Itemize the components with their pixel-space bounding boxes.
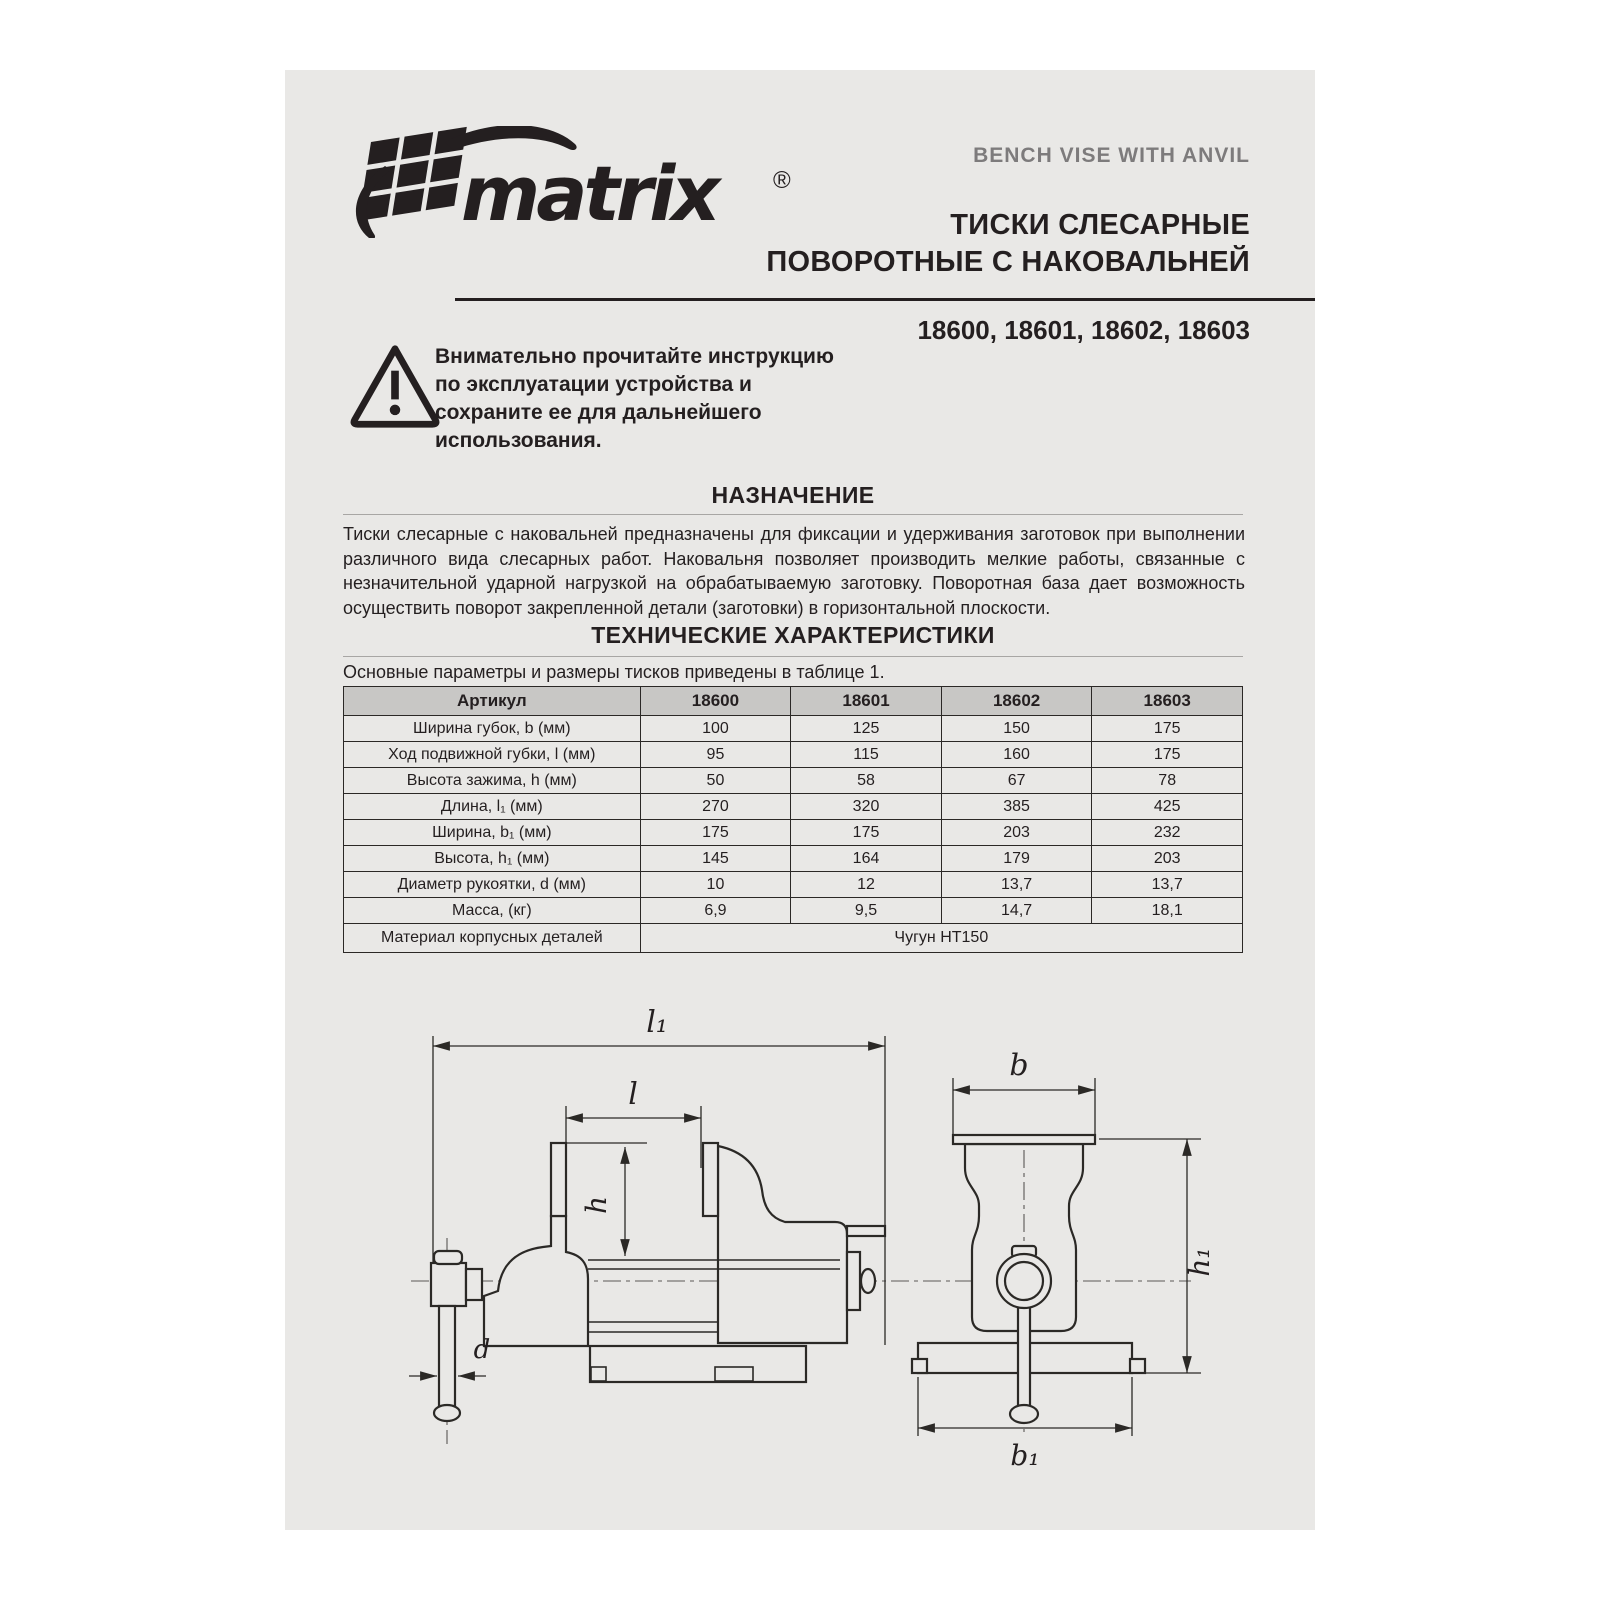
table-row [344,846,1243,872]
cell-value: 13,7 [1092,872,1243,898]
col-header-18603: 18603 [1092,687,1243,716]
cell-value: 50 [640,768,791,794]
cell-value: 203 [1092,846,1243,872]
warning-text: Внимательно прочитайте инструкцию по эксплуатации устройства и сохраните ее для дальнейшего использования. [435,345,834,452]
base-foot [912,1359,927,1373]
product-title-ru-line2: ПОВОРОТНЫЕ С НАКОВАЛЬНЕЙ [766,246,1250,278]
cell-value: 10 [640,872,791,898]
registered-trademark-icon: ® [773,167,791,194]
cell-value: 125 [791,716,942,742]
purpose-paragraph: Тиски слесарные с наковальней предназначены для фиксации и удерживания заготовок при выполнении различного вида слесарных работ. Наковальня позволяет производить мелкие работы, связанные с незначительной ударной нагрузкой на обрабатываемую заготовку. Поворотная база дает возможность осуществить поворот закрепленной детали (заготовки) в горизонтальной плоскости. [343,524,1245,618]
specs-table [343,686,1243,953]
dim-label-d: d [473,1335,491,1365]
front-view [912,1048,1216,1472]
cell-value: 175 [1092,742,1243,768]
anvil-tail-plate [847,1226,885,1236]
matrix-logo [333,126,807,238]
col-header-18601: 18601 [791,687,942,716]
handle-ball-end-front [1010,1405,1038,1423]
table-row [344,794,1243,820]
row-label: Ход подвижной губки, l (мм) [344,742,641,768]
cell-value: 78 [1092,768,1243,794]
dim-label-b: b [1009,1048,1029,1083]
row-label: Высота, h₁ (мм) [344,846,641,872]
screw-head [431,1263,466,1306]
section-heading-specs: ТЕХНИЧЕСКИЕ ХАРАКТЕРИСТИКИ [591,622,995,648]
cell-value: 320 [791,794,942,820]
screw-tail-bracket [847,1252,860,1310]
col-header-18602: 18602 [941,687,1092,716]
dim-label-h: h [580,1195,613,1215]
technical-drawing [385,1000,1245,1520]
cell-value: 425 [1092,794,1243,820]
cell-value: 150 [941,716,1092,742]
cell-value: 115 [791,742,942,768]
row-label: Диаметр рукоятки, d (мм) [344,872,641,898]
warning-triangle-icon [347,342,443,430]
table-row-material [344,924,1243,953]
cell-value: 270 [640,794,791,820]
screw-collar [466,1269,482,1300]
dim-label-l1: l₁ [646,1005,668,1040]
table-row [344,768,1243,794]
handle-ball-end [434,1405,460,1421]
product-title-en: BENCH VISE WITH ANVIL [973,144,1250,167]
table-row [344,742,1243,768]
cell-value: 175 [640,820,791,846]
base-foot [1130,1359,1145,1373]
section-heading-purpose: НАЗНАЧЕНИЕ [711,482,875,508]
table-row [344,716,1243,742]
side-view [409,1005,885,1444]
cell-value: 179 [941,846,1092,872]
cell-value: 145 [640,846,791,872]
cell-value: 160 [941,742,1092,768]
handle-rod-front [1018,1295,1030,1407]
specs-intro: Основные параметры и размеры тисков приведены в таблице 1. [343,662,885,682]
cell-value: 175 [1092,716,1243,742]
dim-label-b1: b₁ [1010,1439,1040,1472]
row-label: Ширина губок, b (мм) [344,716,641,742]
jaw-top-plate [953,1135,1095,1144]
screw-tail-knob [861,1269,875,1293]
article-numbers: 18600, 18601, 18602, 18603 [917,315,1250,345]
table-header-row [344,687,1243,716]
dim-label-l: l [628,1077,638,1112]
row-label: Масса, (кг) [344,898,641,924]
product-title-ru-line1: ТИСКИ СЛЕСАРНЫЕ [950,209,1250,241]
table-row [344,898,1243,924]
row-label: Ширина, b₁ (мм) [344,820,641,846]
cell-value: 385 [941,794,1092,820]
fixed-jaw-body [718,1146,847,1343]
cell-value: 67 [941,768,1092,794]
header-divider [455,298,1315,301]
left-jaw-plate [551,1143,566,1216]
handle-top-cap [434,1251,462,1264]
handle-rod [439,1306,455,1406]
row-label: Длина, l₁ (мм) [344,794,641,820]
swivel-base [590,1346,806,1382]
right-jaw-plate [703,1143,718,1216]
table-row [344,820,1243,846]
cell-value: 14,7 [941,898,1092,924]
cell-value: 6,9 [640,898,791,924]
cell-value: 12 [791,872,942,898]
cell-value: 95 [640,742,791,768]
cell-value: 232 [1092,820,1243,846]
row-label: Высота зажима, h (мм) [344,768,641,794]
material-value: Чугун НТ150 [640,924,1242,953]
section-rule [343,656,1243,657]
cell-value: 100 [640,716,791,742]
cell-value: 9,5 [791,898,942,924]
cell-value: 203 [941,820,1092,846]
cell-value: 58 [791,768,942,794]
movable-jaw-body [484,1216,588,1346]
section-rule [343,514,1243,515]
logo-wordmark: matrix [461,149,717,238]
instruction-page [285,70,1315,1530]
dim-label-h1: h₁ [1183,1247,1216,1277]
table-row [344,872,1243,898]
row-label: Материал корпусных деталей [344,924,641,953]
cell-value: 13,7 [941,872,1092,898]
cell-value: 164 [791,846,942,872]
col-header-18600: 18600 [640,687,791,716]
cell-value: 18,1 [1092,898,1243,924]
cell-value: 175 [791,820,942,846]
col-header-article: Артикул [344,687,641,716]
